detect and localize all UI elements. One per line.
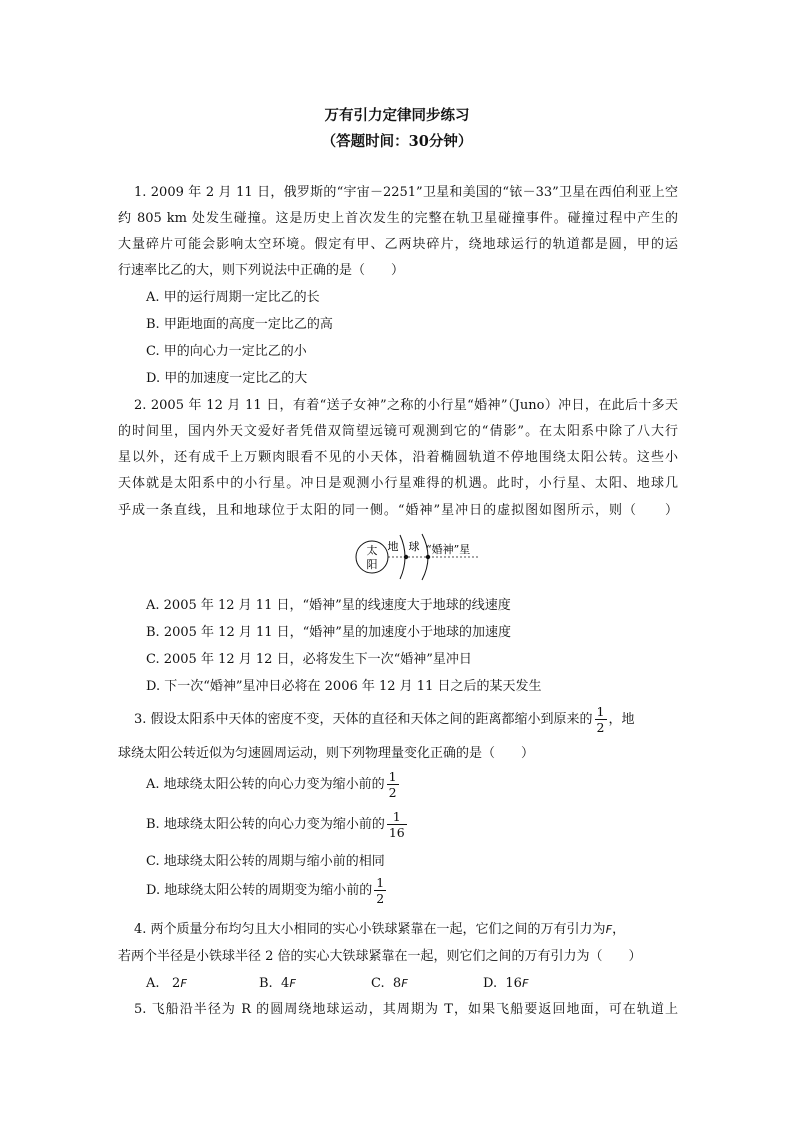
q3-line-1	[134, 705, 678, 734]
q4-option-c: C. 8F	[371, 976, 408, 991]
q4-option-b: B. 4F	[259, 976, 296, 991]
q4-line-2: 若两个半径是小铁球半径 2 倍的实心大铁球紧靠在一起，则它们之间的万有引力为（ ）	[118, 949, 642, 964]
q3-option-c: C. 地球绕太阳公转的周期与缩小前的相同	[146, 854, 385, 869]
q2-line-5: 乎成一条直线，且和地球位于太阳的同一侧。“婚神”星冲日的虚拟图如图所示，则（ ）	[118, 503, 678, 518]
q4-option-a: A. 2F	[146, 976, 187, 991]
q4-option-d: D. 16F	[483, 976, 529, 991]
q5-line-1: 5. 飞船沿半径为 R 的圆周绕地球运动，其周期为 T，如果飞船要返回地面，可在轨道上	[134, 1002, 678, 1017]
q3-fraction: $\frac{1}{2}$	[596, 704, 605, 735]
q1-line-1: 1. 2009 年 2 月 11 日，俄罗斯的“宇宙－2251”卫星和美国的“铱－33”卫星在西伯利亚上空	[134, 185, 678, 200]
q1-option-b: B. 甲距地面的高度一定比乙的高	[146, 317, 333, 332]
sun-label-1: 太	[366, 544, 378, 557]
q1-option-d: D. 甲的加速度一定比乙的大	[146, 371, 308, 386]
q2-option-d: D. 下一次“婚神”星冲日必将在 2006 年 12 月 11 日之后的某天发生	[146, 679, 542, 694]
q1-option-c: C. 甲的向心力一定比乙的小	[146, 344, 307, 359]
q3-option-b: B. 地球绕太阳公转的向心力变为缩小前的 $\frac{1}{16}$	[146, 809, 405, 840]
earth-label-1: 地	[387, 540, 399, 553]
q4-force-symbol: F	[605, 923, 613, 936]
q3-line-1-tail: ，地	[608, 712, 635, 727]
q2-line-2: 的时间里，国内外天文爱好者凭借双筒望远镜可观测到它的“倩影”。在太阳系中除了八大行	[118, 424, 678, 439]
sun-label-2: 阳	[366, 558, 378, 571]
q2-line-4: 天体就是太阳系中的小行星。冲日是观测小行星难得的机遇。此时，小行星、太阳、地球几	[118, 476, 678, 491]
earth-label-2: 球	[408, 540, 420, 553]
q1-line-2: 约 805 km 处发生碰撞。这是历史上首次发生的完整在轨卫星碰撞事件。碰撞过程中产生的	[118, 211, 678, 226]
q3-line-2: 球绕太阳公转近似为匀速圆周运动，则下列物理量变化正确的是（ ）	[118, 746, 535, 761]
q1-option-a: A. 甲的运行周期一定比乙的长	[146, 290, 320, 305]
q2-option-b: B. 2005 年 12 月 11 日，“婚神”星的加速度小于地球的加速度	[146, 625, 511, 640]
page-title: 万有引力定律同步练习	[324, 107, 470, 124]
q2-option-a: A. 2005 年 12 月 11 日，“婚神”星的线速度大于地球的线速度	[146, 598, 511, 613]
q1-line-3: 大量碎片可能会影响太空环境。假定有甲、乙两块碎片，绕地球运行的轨道都是圆，甲的运	[118, 237, 678, 252]
q1-line-4: 行速率比乙的大，则下列说法中正确的是（ ）	[118, 263, 405, 278]
q3-line-1-text: 3. 假设太阳系中天体的密度不变，天体的直径和天体之间的距离都缩小到原来的	[134, 712, 593, 727]
q3-option-d: D. 地球绕太阳公转的周期变为缩小前的 $\frac{1}{2}$	[146, 875, 385, 906]
q3-option-a: A. 地球绕太阳公转的向心力变为缩小前的 $\frac{1}{2}$	[146, 769, 397, 800]
q2-line-1: 2. 2005 年 12 月 11 日，有着“送子女神”之称的小行星“婚神”（Juno）冲日，在此后十多天	[134, 398, 678, 413]
q2-line-3: 星以外，还有成千上万颗肉眼看不见的小天体，沿着椭圆轨道不停地围绕太阳公转。这些小	[118, 450, 678, 465]
q2-option-c: C. 2005 年 12 月 12 日，必将发生下一次“婚神”星冲日	[146, 652, 472, 667]
juno-opposition-figure	[352, 532, 488, 582]
earth-dot	[404, 555, 408, 559]
q4-line-1: 4. 两个质量分布均匀且大小相同的实心小铁球紧靠在一起，它们之间的万有引力为F，	[134, 922, 626, 937]
page-subtitle: （答题时间：30分钟）	[321, 133, 473, 150]
juno-label: “婚神”星	[426, 543, 471, 556]
